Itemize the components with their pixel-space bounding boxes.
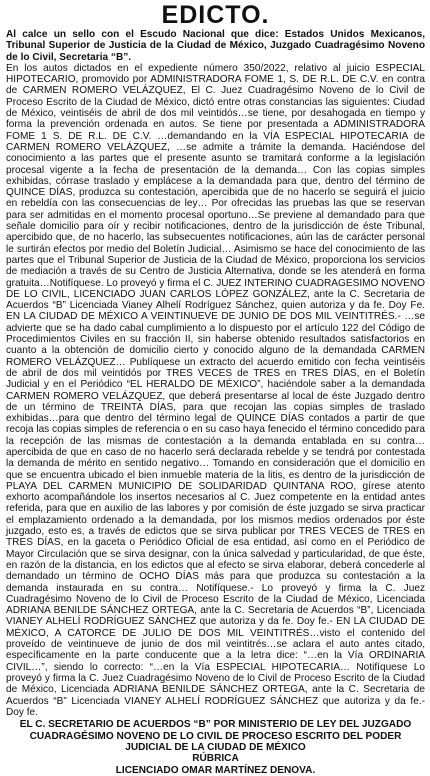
signature-office: EL C. SECRETARIO DE ACUERDOS “B” POR MINISTERIO DE LEY DEL JUZGADO CUADRAGÉSIMO NOVENO DE LO CIVIL DE PROCESO ESCRITO DEL PODER JUDICIAL DE LA CIUDAD DE MÉXICO <box>19 719 412 753</box>
seal-description: Al calce un sello con el Escudo Nacional que dice: Estados Unidos Mexicanos, Tribunal Superior de Justicia de la Ciudad de México, Juzgado Cuadragésimo Noveno de lo Civil, Secretaria “B”. <box>6 29 425 63</box>
edicto-title: EDICTO. <box>161 1 270 29</box>
signature-block <box>6 719 425 776</box>
signature-name: LICENCIADO OMAR MARTÍNEZ DENOVA. <box>115 764 316 776</box>
signature-rubrica: RÚBRICA <box>192 753 239 765</box>
edicto-body: En los autos dictados en el expediente número 350/2022, relativo al juicio ESPECIAL HIPOTECARIO, promovido por ADMINISTRADORA FOME 1, S. DE R.L. DE C.V. en contra de CARMEN ROMERO VELÁZQUEZ, El C. Juez Cuadragésimo Noveno de lo Civil de Proceso Escrito de la Ciudad de México, dictó entre otras constancias las siguientes: Ciudad de México, veintiséis de abril de dos mil veintidós…se tiene, por desahogada en tiempo y forma la prevención ordenada en autos. Se tiene por presentada a ADMINISTRADORA FOME 1 S. DE R.L. DE C.V. …demandando en la VÍA ESPECIAL HIPOTECARIA de CARMEN ROMERO VELÁZQUEZ, …se admite a trámite la demanda. Haciéndose del conocimiento a las partes que el presente asunto se tramitará conforme a la legislación procesal vigente a la fecha de presentación de la demanda… Con las copias simples exhibidas, córrase traslado y emplácese a la demandada para que, dentro del término de QUINCE DÍAS, produzca su contestación, apercibida que de no hacerlo se seguirá el juicio en rebeldía con las consecuencias de ley… Por ofrecidas las pruebas las que se reservan para ser admitidas en el momento procesal oportuno…Se previene al demandado para que señale domicilio para oír y recibir notificaciones, dentro de la jurisdicción de éste Tribunal, apercibido que, de no hacerlo, las subsecuentes notificaciones, aún las de carácter personal le surtirán efectos por medio del Boletín Judicial… Asimismo se hace del conocimiento de las partes que el Tribunal Superior de Justicia de la Ciudad de México, proporciona los servicios de mediación a través de su Centro de Justicia Alternativa, donde se les atenderá en forma gratuita…Notifíquese. Lo proveyó y firma el C. JUEZ INTERINO CUADRAGESIMO NOVENO DE LO CIVIL, LICENCIADO JUAN CARLOS LÓPEZ GONZÁLEZ, ante la C. Secretaria de Acuerdos “B” Licenciada Vianey Alhelí Rodríguez Sánchez, quien autoriza y da fe. Doy Fe. EN LA CIUDAD DE MÉXICO A VEINTINUEVE DE JUNIO DE DOS MIL VEINTITRÉS.- …se advierte que se ha dado cabal cumplimiento a lo dispuesto por el artículo 122 del Código de Procedimientos Civiles en su fracción II, sin haberse obtenido resultados satisfactorios en cuanto a la obtención de domicilio cierto y conocido alguno de la demandada CARMEN ROMERO VELÁZQUEZ… Publíquese un extracto del acuerdo emitido con fecha veintiséis de abril de dos mil veintidós por TRES VECES de TRES en TRES DÍAS, en el Boletín Judicial y en el Periódico “EL HERALDO DE MÉXICO”, haciéndole saber a la demandada CARMEN ROMERO VELÁZQUEZ, que deberá presentarse al local de éste Juzgado dentro de un término de TREINTA DÍAS, para que recojan las copias simples de traslado exhibidas…para que dentro del término legal de QUINCE DÍAS contados a partir de que recoja las copias simples de referencia o en su caso haya fenecido el término concedido para la recepción de las mismas de contestación a la demanda entablada en su contra…apercibida de que en caso de no hacerlo será declarada rebelde y se tendrá por contestada la demanda de mérito en sentido negativo… Tomando en consideración que el domicilio en que se encuentra ubicado el bien inmueble materia de la litis, es dentro de la jurisdicción de PLAYA DEL CARMEN MUNICIPIO DE SOLIDARIDAD QUINTANA ROO, gírese atento exhorto acompañándole los insertos necesarios al C. Juez competente en la entidad antes referida, para que en auxilio de las labores y por comisión de éste juzgado se sirva practicar el emplazamiento ordenado a la demandada, por los mismos medios ordenados por éste juzgado, esto es, a través de edictos que se sirva publicar por TRES VECES de TRES en TRES DÍAS, en la gaceta o Periódico Oficial de esa entidad, así como en el Periódico de Mayor Circulación que se sirva designar, con la única salvedad y particularidad, de que éste, en razón de la distancia, en los edictos que al efecto se sirva elaborar, deberá concederle al demandado un término de OCHO DÍAS más para que produzca su contestación a la demanda instaurada en su contra… Notifíquese.- Lo proveyó y firma la C. Juez Cuadragésimo Noveno de lo Civil de Proceso Escrito de la Ciudad de México, Licenciada ADRIANA BENILDE SÁNCHEZ ORTEGA, ante la C. Secretaria de Acuerdos “B”, Licenciada VIANEY ALHELÍ RODRÍGUEZ SÁNCHEZ que autoriza y da fe. Doy fe.- EN LA CIUDAD DE MÉXICO, A CATORCE DE JULIO DE DOS MIL VEINTITRÉS…visto el contenido del proveído de veintinueve de junio de dos mil veintitrés…se aclara el auto antes citado, específicamente en la parte conducente que a la letra dice: “…en la Vía ORDINARIA CIVIL…”, siendo lo correcto: “…en la Vía ESPECIAL HIPOTECARIA… Notifíquese Lo proveyó y firma la C. Juez Cuadragésimo Noveno de lo Civil de Proceso Escrito de la Ciudad de México, Licenciada ADRIANA BENILDE SÁNCHEZ ORTEGA, ante la C. Secretaria de Acuerdos “B” Licenciada VIANEY ALHELÍ RODRÍGUEZ SÁNCHEZ que autoriza y da fe.- Doy fe. <box>6 62 425 718</box>
